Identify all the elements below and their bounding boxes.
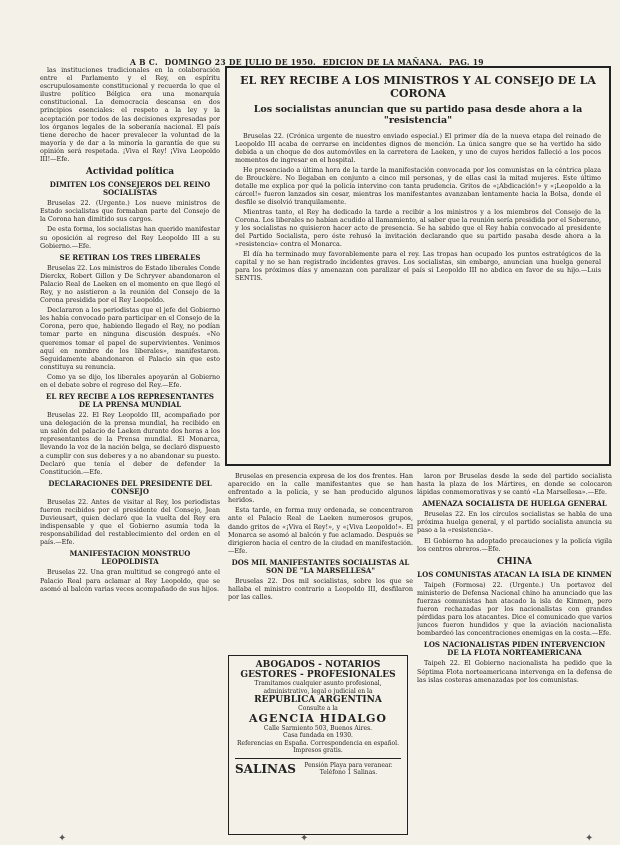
article-paragraph: Bruselas 22. Una gran multitud se congregó ante el Palacio Real para aclamar al Rey Leopoldo, que se asomó al balcón varias veces acompañado de sus hijos. bbox=[40, 568, 220, 593]
article-paragraph: las instituciones tradicionales en la colaboración entre el Parlamento y el Rey, en espíritu escrupulosamente constitucional y recuerda lo que el ilustre político Bélgica era una monarquía constitucional. La democracia descansa en dos principios esenciales: el respeto a la ley y la aceptación por todos de las decisiones expresadas por los órganos legales de la soberanía nacional. El país tiene derecho de hacer prevalecer la voluntad de la mayoría y de dar a la minoría la garantía de que su opinión será respetada. ¡Viva el Rey! ¡Viva Leopoldo III!—Efe. bbox=[40, 66, 220, 164]
article-paragraph: El Gobierno ha adoptado precauciones y la policía vigila los centros obreros.—Efe. bbox=[417, 536, 612, 553]
ad-founded: Casa fundada en 1930. bbox=[283, 732, 353, 739]
article-paragraph: Bruselas en presencia expresa de los dos frentes. Han aparecido en la calle manifestantes que se han enfrentado a la policía, y se han producido algunos heridos. bbox=[228, 472, 413, 505]
main-headline: EL REY RECIBE A LOS MINISTROS Y AL CONSEJO DE LA CORONA bbox=[240, 74, 596, 100]
right-column bbox=[417, 472, 612, 837]
article-headline: LOS NACIONALISTAS PIDEN INTERVENCION DE LA FLOTA NORTEAMERICANA bbox=[423, 640, 606, 658]
left-column bbox=[40, 66, 220, 836]
advertisement bbox=[228, 655, 408, 835]
article-paragraph: He presenciado a última hora de la tarde la manifestación convocada por los comunistas en la céntrica plaza de Brouckère. No llegaban en conjunto a cinco mil personas, y de ellas casi la mitad mujeres. Este último detalle me explica por qué la policía intervino con tanta prudencia. Gritos de «¡Abdicación!» y «¡Leopoldo a la cárcel!» fueron lanzados sin cesar, mientras los manifestantes avanzaban lentamente hacia la Bolsa, donde el desfile se disolvió tranquilamente. bbox=[235, 166, 601, 206]
article-paragraph: Taipeh (Formosa) 22. (Urgente.) Un portavoz del ministerio de Defensa Nacional chino ha anunciado que las fuerzas comunistas han atacado la isla de Kinmen, pero fueron rechazadas por los nacionalistas con grandes pérdidas para los atacantes. Dice el comunicado que varios juncos fueron hundidos y que la aviación nacionalista bombardeó las concentraciones enemigas en la costa.—Efe. bbox=[417, 580, 612, 638]
ad-salinas-row bbox=[235, 762, 401, 777]
article-paragraph: Bruselas 22. En los círculos socialistas se habla de una próxima huelga general, y el partido socialista anuncia su paso a la «resistencia». bbox=[417, 510, 612, 535]
article-paragraph: Declararon a los periodistas que el jefe del Gobierno les había convocado para participar en el Consejo de la Corona, pero que, habiendo llegado el Rey, no podían tomar parte en ninguna discusión después. «No queremos tomar el papel de supervivientes. Venimos aquí en nombre de los liberales», manifestaron. Seguidamente abandonaron el Palacio sin que esto constituya su renuncia. bbox=[40, 306, 220, 371]
ad-salinas-name: SALINAS bbox=[235, 762, 296, 776]
ad-agency-name: AGENCIA HIDALGO bbox=[249, 711, 387, 725]
registration-mark: ✦ bbox=[585, 833, 594, 844]
article-headline: DOS MIL MANIFESTANTES SOCIALISTAS AL SON DE "LA MARSELLESA" bbox=[231, 557, 410, 575]
ad-references: Referencias en España. Correspondencia en español. Impresos gratis. bbox=[237, 739, 399, 754]
section-heading: CHINA bbox=[496, 556, 533, 567]
article-headline: SE RETIRAN LOS TRES LIBERALES bbox=[59, 252, 201, 262]
header-date: DOMINGO 23 DE JULIO DE 1950. bbox=[164, 57, 316, 67]
article-paragraph: Bruselas 22. El Rey Leopoldo III, acompañado por una delegación de la prensa mundial, ha recibido en un salón del palacio de Laeken durante dos horas a los representantes de la Prensa mundial. El Monarca, llevando la voz de la nación belga, se declaró dispuesto a cumplir con sus deberes y a no abandonar su puesto. Declaró que tenía el deber de defender la Constitución.—Efe. bbox=[40, 411, 220, 476]
ad-title-managers: GESTORES - PROFESIONALES bbox=[240, 670, 396, 680]
article-paragraph: Bruselas 22. (Crónica urgente de nuestro enviado especial.) El primer día de la nueva etapa del reinado de Leopoldo III acaba de cerrarse en incidentes dignos de mención. La única sangre que se ha vertido ha sido debida a un choque de dos automóviles en la carretera de Laeken, y uno de cuyos heridos falleció a los pocos momentos de ingresar en el hospital. bbox=[235, 132, 601, 164]
paper-name: A B C. bbox=[130, 57, 158, 67]
article-paragraph: Bruselas 22. Dos mil socialistas, sobre los que se hallaba el ministro contrario a Leopoldo III, desfilaron por las calles. bbox=[228, 576, 413, 602]
article-paragraph: Como ya se dijo, los liberales apoyarán al Gobierno en el debate sobre el regreso del Rey.—Efe. bbox=[40, 372, 220, 389]
header-edition: EDICION DE LA MAÑANA. bbox=[322, 57, 443, 67]
article-headline: LOS COMUNISTAS ATACAN LA ISLA DE KINMEN bbox=[417, 569, 612, 579]
main-subheadline: Los socialistas anuncian que su partido pasa desde ahora a la "resistencia" bbox=[253, 104, 583, 126]
middle-column bbox=[228, 472, 413, 648]
ad-salinas-text: Pensión Playa para veranear. Teléfono 1 Salinas. bbox=[304, 761, 393, 776]
article-headline: DECLARACIONES DEL PRESIDENTE DEL CONSEJO bbox=[48, 478, 212, 496]
article-paragraph: El día ha terminado muy favorablemente para el rey. Las tropas han ocupado los puntos estratégicos de la capital y no se han registrado incidentes graves. Los socialistas, sin embargo, anuncian una huelga general para los próximos días y amenazan con paralizar el país si Leopoldo III no abdica en favor de su hijo.—Luis SENTIS. bbox=[235, 250, 601, 282]
ad-title-lawyers: ABOGADOS - NOTARIOS bbox=[255, 660, 381, 670]
article-headline: AMENAZA SOCIALISTA DE HUELGA GENERAL bbox=[422, 499, 607, 509]
article-paragraph: De esta forma, los socialistas han querido manifestar su oposición al regreso del Rey Leopoldo III a su Gobierno.—Efe. bbox=[40, 225, 220, 250]
ad-divider bbox=[235, 758, 401, 759]
article-paragraph: Bruselas 22. Los ministros de Estado liberales Conde Dierckx, Robert Gillon y De Schryver abandonaron el Palacio Real de Laeken en el momento en que llegó el Rey, y no asistieron a la reunión del Consejo de la Corona presidida por el Rey Leopoldo. bbox=[40, 263, 220, 305]
registration-mark: ✦ bbox=[300, 833, 309, 844]
article-paragraph: Mientras tanto, el Rey ha dedicado la tarde a recibir a los ministros y a los miembros del Consejo de la Corona. Los liberales no habían acudido al llamamiento, al saber que la reunión sería presidida por el Soberano, y los socialistas no quisieron hacer acto de presencia. Se ha sabido que el Rey había convocado al presidente del Partido Socialista, pero éste rehusó la invitación declarando que su partido pasaba desde ahora a la «resistencia» contra el Monarca. bbox=[235, 208, 601, 248]
ad-text: Tramitamos cualquier asunto profesional, administrativo, legal o judicial en la bbox=[254, 680, 382, 695]
ad-country: REPUBLICA ARGENTINA bbox=[254, 695, 382, 705]
article-paragraph: Taipeh 22. El Gobierno nacionalista ha pedido que la Séptima Flota norteamericana intervenga en la defensa de las islas costeras amenazadas por los comunistas. bbox=[417, 659, 612, 684]
header-page-number: PAG. 19 bbox=[448, 57, 484, 67]
article-headline: EL REY RECIBE A LOS REPRESENTANTES DE LA PRENSA MUNDIAL bbox=[46, 392, 214, 410]
ad-consult: Consulte a la bbox=[298, 705, 338, 712]
article-paragraph: Bruselas 22. (Urgente.) Los nueve ministros de Estado socialistas que formaban parte del Consejo de la Corona han dimitido sus cargos. bbox=[40, 199, 220, 224]
article-paragraph: Esta tarde, en forma muy ordenada, se concentraron ante el Palacio Real de Laeken numerosos grupos, dando gritos de «¡Viva el Rey!», y «¡Viva Leopoldo!». El Monarca se asomó al balcón y fue aclamado. Después se dirigieron hacia el centro de la ciudad en manifestación.—Efe. bbox=[228, 506, 413, 555]
article-headline: MANIFESTACION MONSTRUO LEOPOLDISTA bbox=[69, 549, 191, 567]
ad-address: Calle Sarmiento 503, Buenos Aires. bbox=[263, 724, 373, 732]
article-headline: DIMITEN LOS CONSEJEROS DEL REINO SOCIALISTAS bbox=[49, 180, 211, 198]
section-heading: Actividad política bbox=[85, 167, 175, 178]
article-paragraph: Bruselas 22. Antes de visitar al Rey, los periodistas fueron recibidos por el presidente del Consejo, Jean Duvieusart, quien declaró que la vuelta del Rey era indispensable y que el Gobierno asumía toda la responsabilidad del restablecimiento del orden en el país.—Efe. bbox=[40, 497, 220, 547]
main-story-box bbox=[225, 66, 611, 466]
article-paragraph: laron por Bruselas desde la sede del partido socialista hasta la plaza de los Mártires, en donde se colocaron lápidas conmemorativas y se cantó «La Marsellesa».—Efe. bbox=[417, 472, 612, 497]
registration-mark: ✦ bbox=[58, 833, 67, 844]
